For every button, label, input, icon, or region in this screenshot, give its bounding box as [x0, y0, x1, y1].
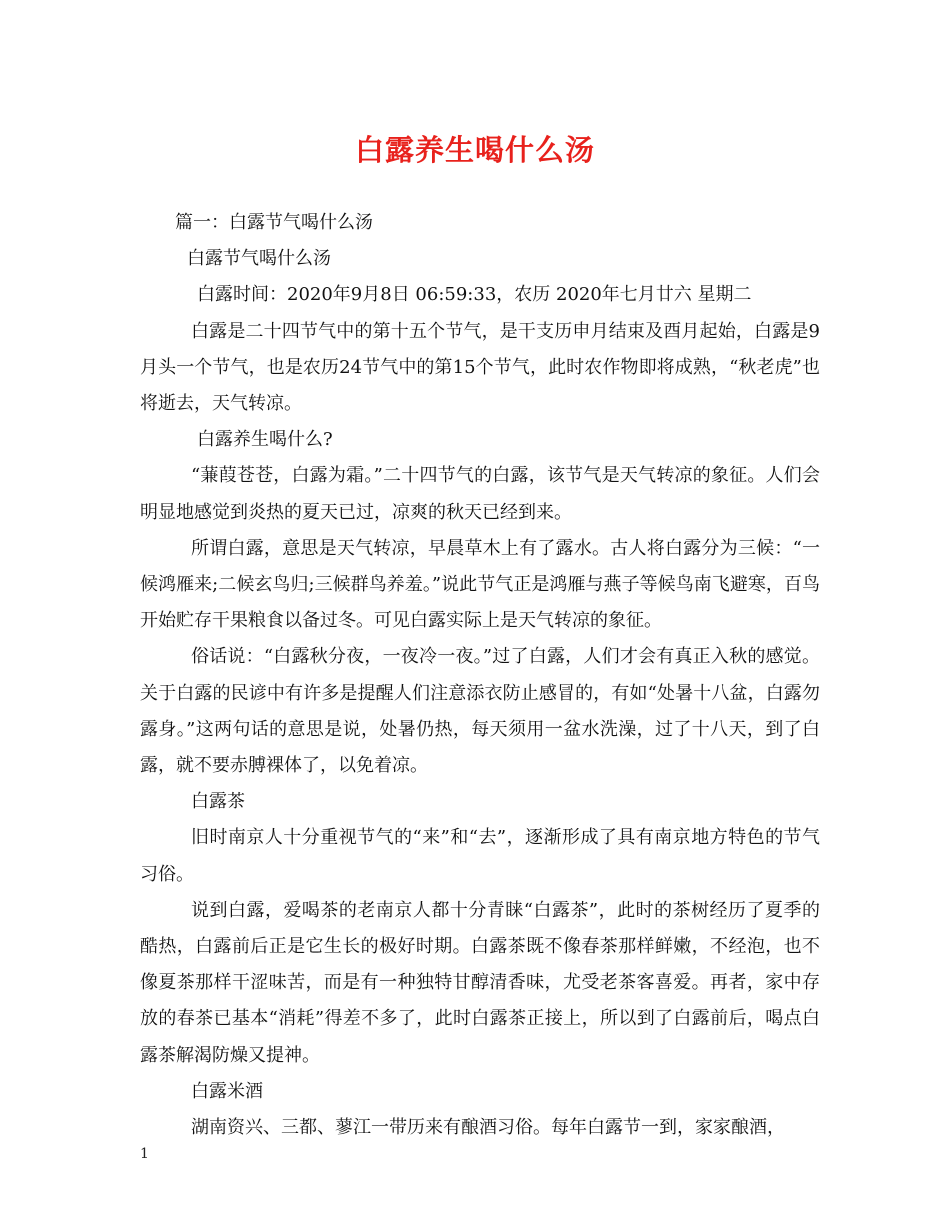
jianjia-paragraph: “蒹葭苍苍，白露为霜。”二十四节气的白露，该节气是天气转凉的象征。人们会明显地感觉到炎热的夏天已过，凉爽的秋天已经到来。 [140, 465, 820, 523]
saying-paragraph: 俗话说：“白露秋分夜，一夜冷一夜。”过了白露，人们才会有真正入秋的感觉。关于白露的民谚中有许多是提醒人们注意添衣防止感冒的，有如“处暑十八盆，白露勿露身。”这两句话的意思是说，处暑仍热，每天须用一盆水洗澡，过了十八天，到了白露，就不要赤膊裸体了，以免着凉。 [140, 646, 820, 777]
document-body [140, 205, 820, 1146]
page-number: 1 [140, 1146, 149, 1162]
document-title: 白露养生喝什么汤 [354, 133, 595, 167]
intro-paragraph: 白露是二十四节气中的第十五个节气，是干支历申月结束及酉月起始，白露是9月头一个节气，也是农历24节气中的第15个节气，此时农作物即将成熟，“秋老虎”也将逝去，天气转凉。 [140, 320, 820, 415]
meaning-paragraph: 所谓白露，意思是天气转凉，早晨草木上有了露水。古人将白露分为三候：“一候鸿雁来;二候玄鸟归;三候群鸟养羞。”说此节气正是鸿雁与燕子等候鸟南飞避寒，百鸟开始贮存干果粮食以备过冬。可见白露实际上是天气转凉的象征。 [140, 537, 820, 632]
tea-paragraph: 说到白露，爱喝茶的老南京人都十分青睐“白露茶”，此时的茶树经历了夏季的酷热，白露前后正是它生长的极好时期。白露茶既不像春茶那样鲜嫩，不经泡，也不像夏茶那样干涩味苦，而是有一种独特甘醇清香味，尤受老茶客喜爱。再者，家中存放的春茶已基本“消耗”得差不多了，此时白露茶正接上，所以到了白露前后，喝点白露茶解渴防燥又提神。 [140, 899, 820, 1066]
rice-wine-paragraph: 湖南资兴、三都、蓼江一带历来有酿酒习俗。每年白露节一到，家家酿酒， [191, 1117, 785, 1139]
nanjing-paragraph: 旧时南京人十分重视节气的“来”和“去”，逐渐形成了具有南京地方特色的节气习俗。 [140, 827, 820, 885]
heading-what-to-drink: 白露养生喝什么? [197, 429, 333, 451]
time-line: 白露时间：2020年9月8日 06:59:33，农历 2020年七月廿六 星期二 [197, 284, 752, 306]
heading-rice-wine: 白露米酒 [191, 1080, 263, 1102]
heading-tea: 白露茶 [191, 791, 245, 813]
section-heading: 篇一：白露节气喝什么汤 [175, 212, 373, 233]
sub-heading: 白露节气喝什么汤 [187, 248, 331, 270]
